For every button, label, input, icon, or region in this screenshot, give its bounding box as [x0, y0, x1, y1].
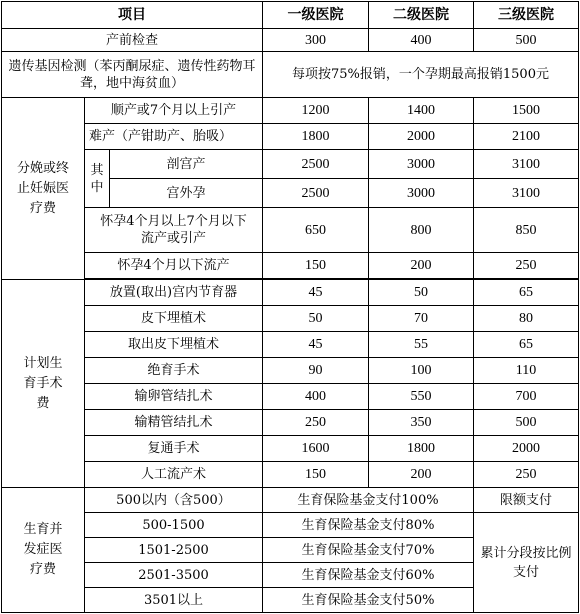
- fp-row-level2: 1800: [369, 436, 474, 462]
- cumulative-payment-text: 累计分段按比例支付: [480, 545, 572, 580]
- fp-row-level2: 100: [369, 358, 474, 384]
- fp-row-level1: 150: [263, 462, 369, 488]
- delivery-row-level2: 1400: [369, 98, 474, 124]
- delivery-row-level1: 650: [263, 208, 369, 253]
- complication-range: 3501以上: [85, 588, 263, 613]
- delivery-row-level1: 2500: [263, 179, 369, 208]
- delivery-category: [2, 98, 85, 280]
- complication-policy: 生育保险基金支付100%: [263, 488, 474, 513]
- delivery-row-label: 宫外孕: [110, 179, 263, 208]
- fp-row-label: 放置(取出)宫内节育器: [85, 280, 263, 306]
- delivery-row-level3: 1500: [474, 98, 579, 124]
- delivery-row-level3: 850: [474, 208, 579, 253]
- delivery-row-level2: 2000: [369, 124, 474, 150]
- fp-row-level1: 90: [263, 358, 369, 384]
- limit-payment: 限额支付: [474, 488, 579, 513]
- header-level2-hospital: 二级医院: [369, 2, 474, 29]
- delivery-row-label: 怀孕4个月以下流产: [85, 253, 263, 279]
- fp-row-level2: 350: [369, 410, 474, 436]
- fp-row-level3: 700: [474, 384, 579, 410]
- fp-row-level2: 200: [369, 462, 474, 488]
- fp-row-level3: 250: [474, 462, 579, 488]
- complications-category: [2, 488, 85, 613]
- delivery-row-label: 难产（产钳助产、胎吸）: [85, 124, 263, 150]
- delivery-row-level2: 3000: [369, 179, 474, 208]
- fp-row-level1: 400: [263, 384, 369, 410]
- fp-row-label: 输精管结扎术: [85, 410, 263, 436]
- fp-row-level2: 55: [369, 332, 474, 358]
- family-planning-category: [2, 280, 85, 488]
- among-label: [85, 150, 110, 208]
- fp-row-label: 人工流产术: [85, 462, 263, 488]
- prenatal-label: 产前检查: [2, 29, 263, 52]
- fp-row-level2: 550: [369, 384, 474, 410]
- delivery-row-level3: 250: [474, 253, 579, 279]
- complication-range: 500以内（含500）: [85, 488, 263, 513]
- delivery-row-level1: 1200: [263, 98, 369, 124]
- complication-range: 500-1500: [85, 513, 263, 538]
- prenatal-level3: 500: [474, 29, 579, 52]
- complication-range: 2501-3500: [85, 563, 263, 588]
- delivery-row-label: 顺产或7个月以上引产: [85, 98, 263, 124]
- complication-range: 1501-2500: [85, 538, 263, 563]
- cumulative-payment: [474, 513, 579, 613]
- delivery-row-level2: 800: [369, 208, 474, 253]
- fp-row-level3: 80: [474, 306, 579, 332]
- delivery-row-level3: 3100: [474, 179, 579, 208]
- among-label-text: 其中: [90, 162, 104, 195]
- header-level1-hospital: 一级医院: [263, 2, 369, 29]
- complication-policy: 生育保险基金支付70%: [263, 538, 474, 563]
- genetic-test-policy: 每项按75%报销，一个孕期最高报销1500元: [263, 52, 579, 98]
- fp-row-label: 输卵管结扎术: [85, 384, 263, 410]
- complication-policy: 生育保险基金支付50%: [263, 588, 474, 613]
- complications-category-text: 生育并发症医疗费: [23, 522, 63, 577]
- delivery-row-label: 剖宫产: [110, 150, 263, 179]
- complication-policy: 生育保险基金支付60%: [263, 563, 474, 588]
- fp-row-level2: 50: [369, 280, 474, 306]
- prenatal-level2: 400: [369, 29, 474, 52]
- prenatal-level1: 300: [263, 29, 369, 52]
- fp-row-label: 取出皮下埋植术: [85, 332, 263, 358]
- fp-row-level3: 65: [474, 280, 579, 306]
- header-item: 项目: [2, 2, 263, 29]
- fp-row-level3: 110: [474, 358, 579, 384]
- delivery-row-label: [85, 208, 263, 253]
- family-planning-category-text: 计划生育手术费: [23, 355, 63, 411]
- fp-row-level3: 500: [474, 410, 579, 436]
- delivery-row-level3: 3100: [474, 150, 579, 179]
- complication-policy: 生育保险基金支付80%: [263, 513, 474, 538]
- delivery-row-level2: 200: [369, 253, 474, 279]
- delivery-row-level1: 1800: [263, 124, 369, 150]
- delivery-row-level1: 150: [263, 253, 369, 279]
- fp-row-label: 绝育手术: [85, 358, 263, 384]
- header-level3-hospital: 三级医院: [474, 2, 579, 29]
- fp-row-label: 复通手术: [85, 436, 263, 462]
- fp-row-level1: 45: [263, 280, 369, 306]
- genetic-test-label: 遗传基因检测（苯丙酮尿症、遗传性药物耳聋，地中海贫血）: [2, 52, 263, 98]
- delivery-category-text: 分娩或终止妊娠医疗费: [17, 160, 70, 216]
- delivery-row-level1: 2500: [263, 150, 369, 179]
- delivery-row-label-text: 怀孕4个月以上7个月以下流产或引产: [100, 214, 247, 246]
- fp-row-level1: 1600: [263, 436, 369, 462]
- fp-row-level3: 2000: [474, 436, 579, 462]
- fp-row-level1: 45: [263, 332, 369, 358]
- fp-row-level3: 65: [474, 332, 579, 358]
- fp-row-label: 皮下埋植术: [85, 306, 263, 332]
- fp-row-level1: 250: [263, 410, 369, 436]
- fp-row-level2: 70: [369, 306, 474, 332]
- maternity-fee-table: [1, 1, 579, 613]
- delivery-row-level3: 2100: [474, 124, 579, 150]
- fp-row-level1: 50: [263, 306, 369, 332]
- delivery-row-level2: 3000: [369, 150, 474, 179]
